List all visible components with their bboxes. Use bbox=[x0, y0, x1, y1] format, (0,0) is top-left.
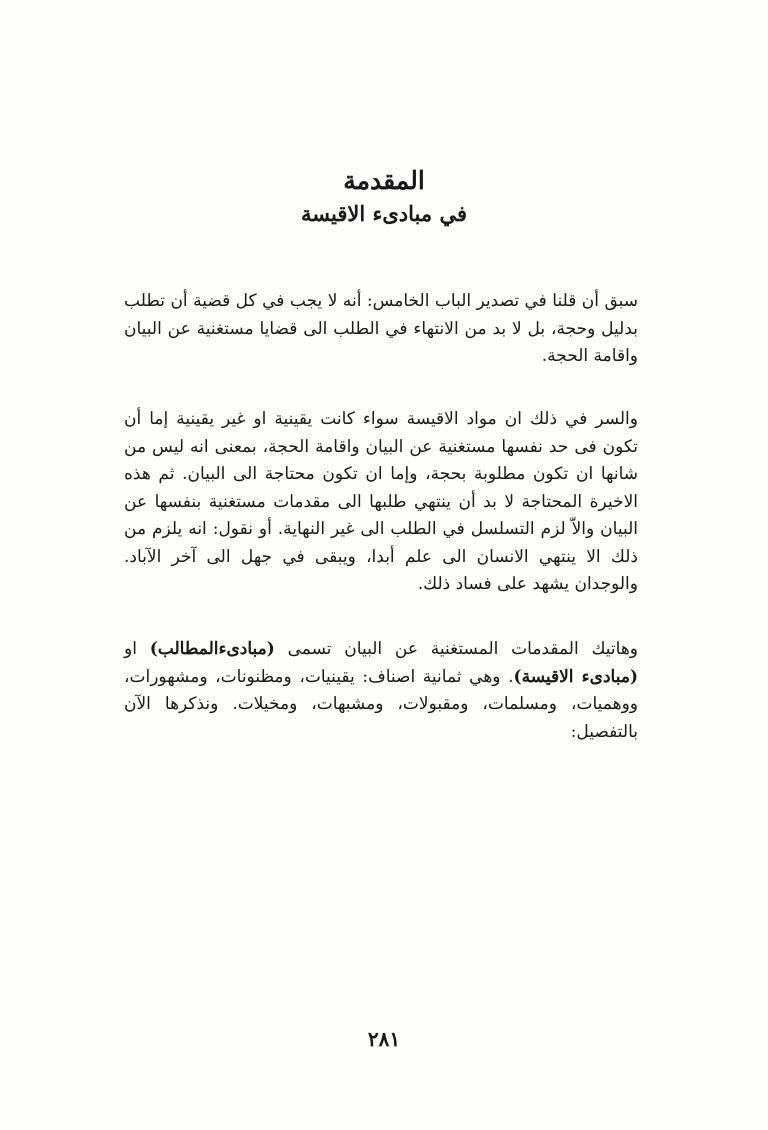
chapter-subtitle: في مبادىء الاقيسة bbox=[301, 201, 467, 226]
term-mabadi-almatalib: (مبادىءالمطالب) bbox=[149, 639, 275, 659]
term-mabadi-alaqyisa: (مبادىء الاقيسة) bbox=[513, 666, 638, 687]
page-number: ٢٨١ bbox=[367, 1027, 401, 1051]
paragraph-3-list: . وهي ثمانية اصناف: يقينيات، ومظنونات، ومشهورات، ووهميات، ومسلمات، ومقبولات، ومشبهات، ومخيلات. ونذكرها الآن بالتفصيل: bbox=[124, 666, 638, 742]
paragraph-2: والسر في ذلك ان مواد الاقيسة سواء كانت يقينية او غير يقينية إما أن تكون فى حد نفسها مستغنية عن البيان واقامة الحجة، بمعنى انه ليس من شانها ان تكون مطلوبة بحجة، وإما ان تكون محتاجة الى البيان. ثم هذه الاخيرة المحتاجة لا بد أن ينتهي طلبها الى مقدمات مستغنية بنفسها عن البيان والاّ لزم التسلسل في الطلب الى غير النهاية. أو نقول: انه يلزم من ذلك الا ينتهي الانسان الى علم أبدا، ويبقى في جهل الى آخر الآباد. والوجدان يشهد على فساد ذلك. bbox=[124, 409, 638, 594]
paragraph-3-intro: وهاتيك المقدمات المستغنية عن البيان تسمى bbox=[274, 639, 638, 659]
chapter-title: المقدمة bbox=[343, 166, 425, 195]
conjunction-or: او bbox=[124, 639, 150, 659]
paragraph-3 bbox=[124, 636, 638, 746]
paragraph-1: سبق أن قلنا في تصدير الباب الخامس: أنه لا يجب في كل قضية أن تطلب بدليل وحجة، بل لا بد من الانتهاء في الطلب الى قضايا مستغنية عن البيان واقامة الحجة. bbox=[124, 291, 638, 366]
